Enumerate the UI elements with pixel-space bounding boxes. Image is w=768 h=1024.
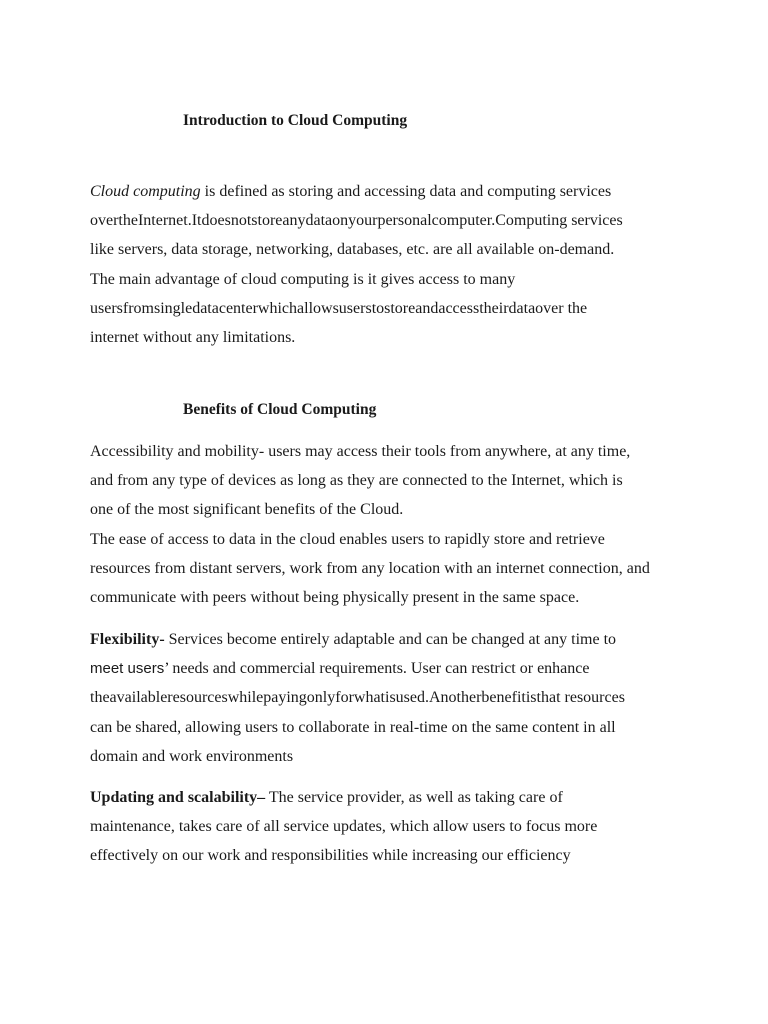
text-line: [90, 783, 690, 812]
text-line: usersfromsingledatacenterwhichallowsuserstostoreandaccesstheirdataover the: [90, 299, 588, 317]
text-span: meet users: [90, 660, 165, 678]
updating-label: Updating and scalability–: [90, 789, 266, 806]
flexibility-paragraph: [90, 625, 690, 771]
cloud-computing-term: Cloud computing: [90, 183, 201, 200]
text-span: The service provider, as well as taking care of: [265, 789, 563, 806]
text-line: [90, 654, 690, 683]
text-line: resources from distant servers, work from any location with an internet connection, and: [90, 559, 650, 577]
text-line: theavailableresourceswhilepayingonlyforwhatisused.Anotherbenefitisthat resources: [90, 689, 625, 707]
text-line: can be shared, allowing users to collaborate in real-time on the same content in all: [90, 718, 616, 736]
text-line: The main advantage of cloud computing is it gives access to many: [90, 270, 516, 288]
text-line: overtheInternet.Itdoesnotstoreanydataonyourpersonalcomputer.Computing services: [90, 212, 623, 230]
text-line: internet without any limitations.: [90, 329, 296, 347]
text-span: Services become entirely adaptable and can be changed at any time to: [164, 631, 617, 648]
text-line: Accessibility and mobility- users may access their tools from anywhere, at any time,: [90, 443, 631, 460]
text-line: communicate with peers without being physically present in the same space.: [90, 589, 580, 607]
text-line: domain and work environments: [90, 747, 294, 765]
text-line: and from any type of devices as long as they are connected to the Internet, which is: [90, 472, 623, 490]
flexibility-label: Flexibility-: [90, 631, 165, 648]
text-line: [90, 625, 690, 654]
updating-paragraph: [90, 783, 690, 871]
text-line: one of the most significant benefits of the Cloud.: [90, 501, 404, 519]
text-line: maintenance, takes care of all service updates, which allow users to focus more: [90, 818, 598, 836]
document-title: Introduction to Cloud Computing: [183, 112, 408, 129]
text-line: The ease of access to data in the cloud enables users to rapidly store and retrieve: [90, 530, 605, 548]
text-line: [90, 177, 690, 206]
benefits-heading: Benefits of Cloud Computing: [183, 401, 377, 418]
text-line: like servers, data storage, networking, databases, etc. are all available on-demand.: [90, 241, 615, 259]
text-span: is defined as storing and accessing data and computing services: [200, 183, 612, 200]
intro-paragraph: [90, 177, 690, 352]
text-line: effectively on our work and responsibilities while increasing our efficiency: [90, 847, 571, 865]
accessibility-paragraph: [90, 437, 690, 612]
text-span: ’ needs and commercial requirements. User can restrict or enhance: [164, 660, 590, 678]
